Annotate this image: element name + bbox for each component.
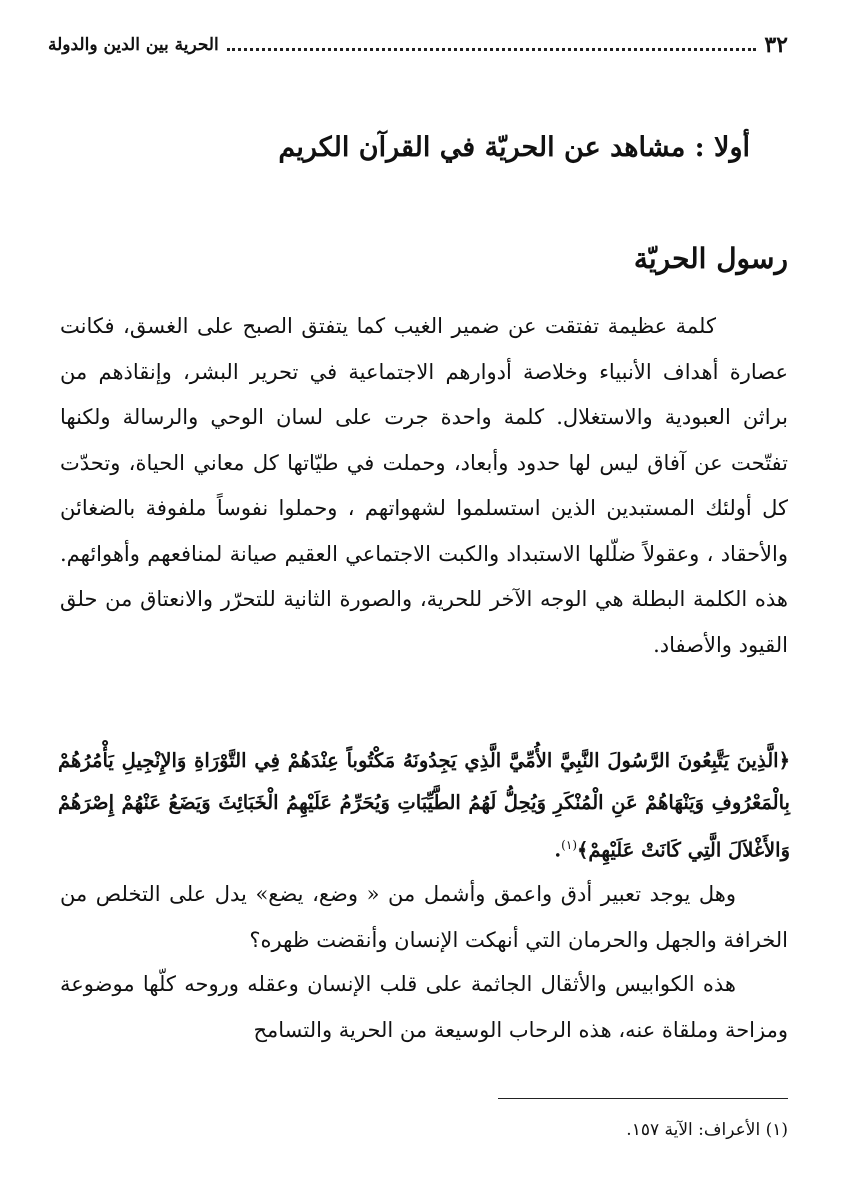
section-heading: أولا : مشاهد عن الحريّة في القرآن الكريم [278, 132, 750, 163]
sub-heading: رسول الحريّة [633, 242, 788, 275]
verse-end-punctuation: . [554, 838, 562, 862]
footnote-divider [498, 1098, 788, 1099]
running-title: الحرية بين الدين والدولة [48, 35, 219, 55]
quran-verse [58, 740, 790, 872]
footnote: (١) الأعراف: الآية ١٥٧. [626, 1120, 788, 1140]
paragraph-3: هذه الكوابيس والأثقال الجاثمة على قلب الإنسان وعقله وروحه كلّها موضوعة ومزاحة وملقاة عنه، هذه الرحاب الوسيعة من الحرية والتسامح [60, 972, 788, 1042]
paragraph-1: كلمة عظيمة تفتقت عن ضمير الغيب كما يتفتق الصبح على الغسق، فكانت عصارة أهداف الأنبياء وخلاصة أدوارهم الاجتماعية في تحرير البشر، وإنقاذهم من براثن العبودية والاستغلال. كلمة واحدة جرت على لسان الوحي والرسالة ولكنها تفتّحت عن آفاق ليس لها حدود وأبعاد، وحملت في طيّاتها كل معاني الحياة، وتحدّت كل أولئك المستبدين الذين استسلموا لشهواتهم ، وحملوا نفوساً ملفوفة بالضغائن والأحقاد ، وعقولاً ضلّلها الاستبداد والكبت الاجتماعي العقيم صيانة لمنافعهم وأهوائهم. هذه الكلمة البطلة هي الوجه الآخر للحرية، والصورة الثانية للتحرّر والانعتاق من حلق القيود والأصفاد. [60, 314, 789, 657]
running-header [48, 30, 788, 60]
quran-verse-text: ﴿الَّذِينَ يَتَّبِعُونَ الرَّسُولَ النَّبِيَّ الأُمِّيَّ الَّذِي يَجِدُونَهُ مَكْتُوباً عِنْدَهُمْ فِي التَّوْرَاةِ وَالإِنْجِيلِ يَأْمُرُهُمْ بِالْمَعْرُوفِ وَيَنْهَاهُمْ عَنِ الْمُنْكَرِ وَيُحِلُّ لَهُمُ الطَّيِّبَاتِ وَيُحَرِّمُ عَلَيْهِمُ الْخَبَائِثَ وَيَضَعُ عَنْهُمْ إِصْرَهُمْ وَالأَغْلاَلَ الَّتِي كَانَتْ عَلَيْهِمْ﴾ [58, 749, 790, 862]
header-dot-leader [227, 48, 757, 51]
paragraph-2: وهل يوجد تعبير أدق واعمق وأشمل من « وضع، يضع» يدل على التخلص من الخرافة والجهل والحرمان التي أنهكت الإنسان وأنقضت ظهره؟ [60, 882, 788, 952]
page-number: ٣٢ [764, 32, 788, 58]
footnote-reference[interactable]: (١) [561, 838, 577, 852]
